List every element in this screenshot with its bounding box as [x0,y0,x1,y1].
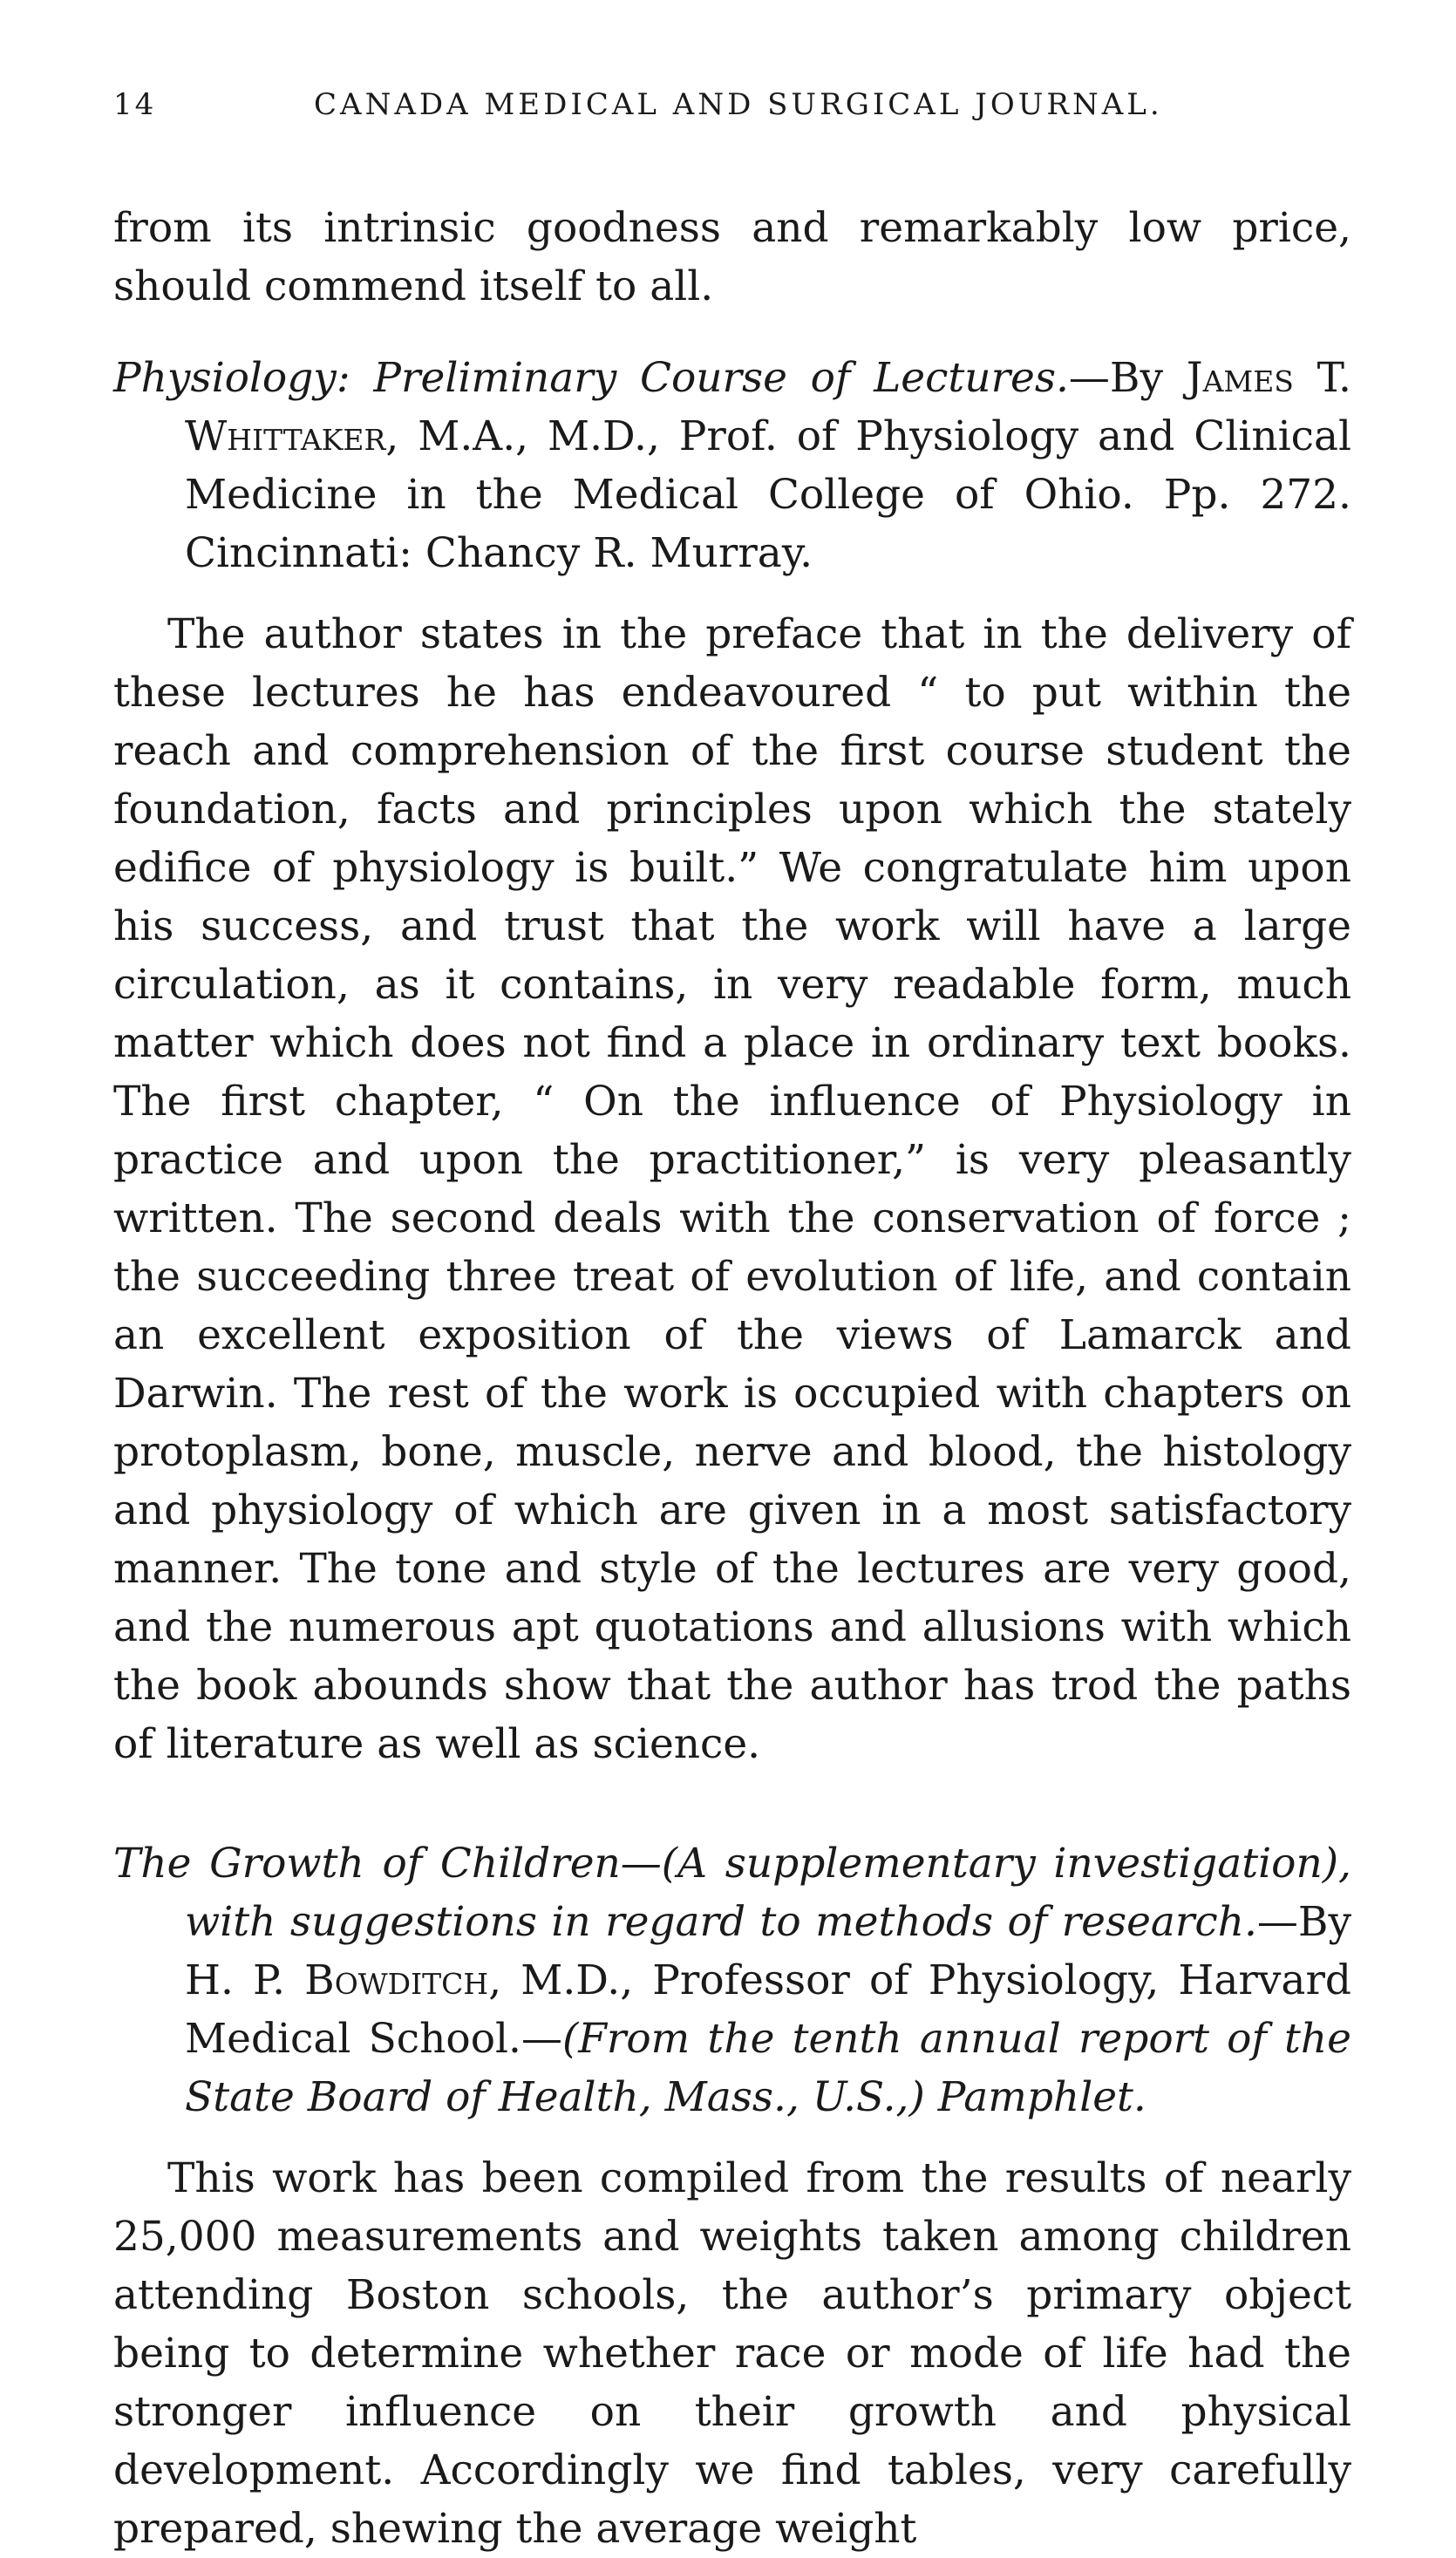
author-name: H. P. Bowditch [185,1956,489,2004]
review-body-physiology: The author states in the preface that in the delivery of these lectures he has endeavoured “ to put within the reach and comprehension of the first course student the foundation, facts and principles upon which the stately edifice of physiology is built.” We congratulate him upon his success, and trust that the work will have a large circulation, as it contains, in very readable form, much matter which does not find a place in ordinary text books. The first chapter, “ On the influence of Physiology in practice and upon the practitioner,” is very pleasantly written. The second deals with the conservation of force ; the succeeding three treat of evolution of life, and contain an excellent exposition of the views of Lamarck and Darwin. The rest of the work is occupied with chapters on protoplasm, bone, muscle, nerve and blood, the histology and physiology of which are given in a most satisfactory manner. The tone and style of the lectures are very good, and the numerous apt quotations and allusions with which the book abounds show that the author has trod the paths of literature as well as science. [113,610,1351,1768]
book-title: Physiology: Preliminary Course of Lectures. [113,354,1069,402]
book-title: The Growth of Children—(A supplementary investigation), with suggestions in regard to methods of research. [113,1840,1351,1946]
journal-title: CANADA MEDICAL AND SURGICAL JOURNAL. [314,87,1163,122]
book-details: , M.A., M.D., Prof. of Physiology and Clinical Medicine in the Medical College of Ohio. Pp. 272. Cincinnati: Chancy R. Murray. [185,412,1351,577]
source-note: (From the tenth annual report of the State Board of Health, Mass., U.S.,) Pamphlet. [185,2015,1351,2121]
review-entry-physiology [113,349,1351,582]
running-head [113,87,1351,148]
review-entry-growth-of-children [113,1834,1351,2126]
journal-page [113,87,1352,2553]
review-body-growth-of-children: This work has been compiled from the results of nearly 25,000 measurements and weights taken among children attending Boston schools, the author’s primary object being to determine whether race or mode of life had the stronger influence on their growth and physical development. Accordingly we find tables, very carefully prepared, shewing the average weight [113,2154,1351,2553]
continued-paragraph: from its intrinsic goodness and remarkably low price, should commend itself to all. [113,204,1351,310]
author-name: James T. Whittaker [185,354,1351,460]
by-label: —By [1068,354,1187,402]
book-details: , M.D., Professor of Physiology, Harvard Medical School.— [185,1956,1352,2063]
by-label: —By [1256,1898,1351,1946]
page-number: 14 [113,87,157,122]
